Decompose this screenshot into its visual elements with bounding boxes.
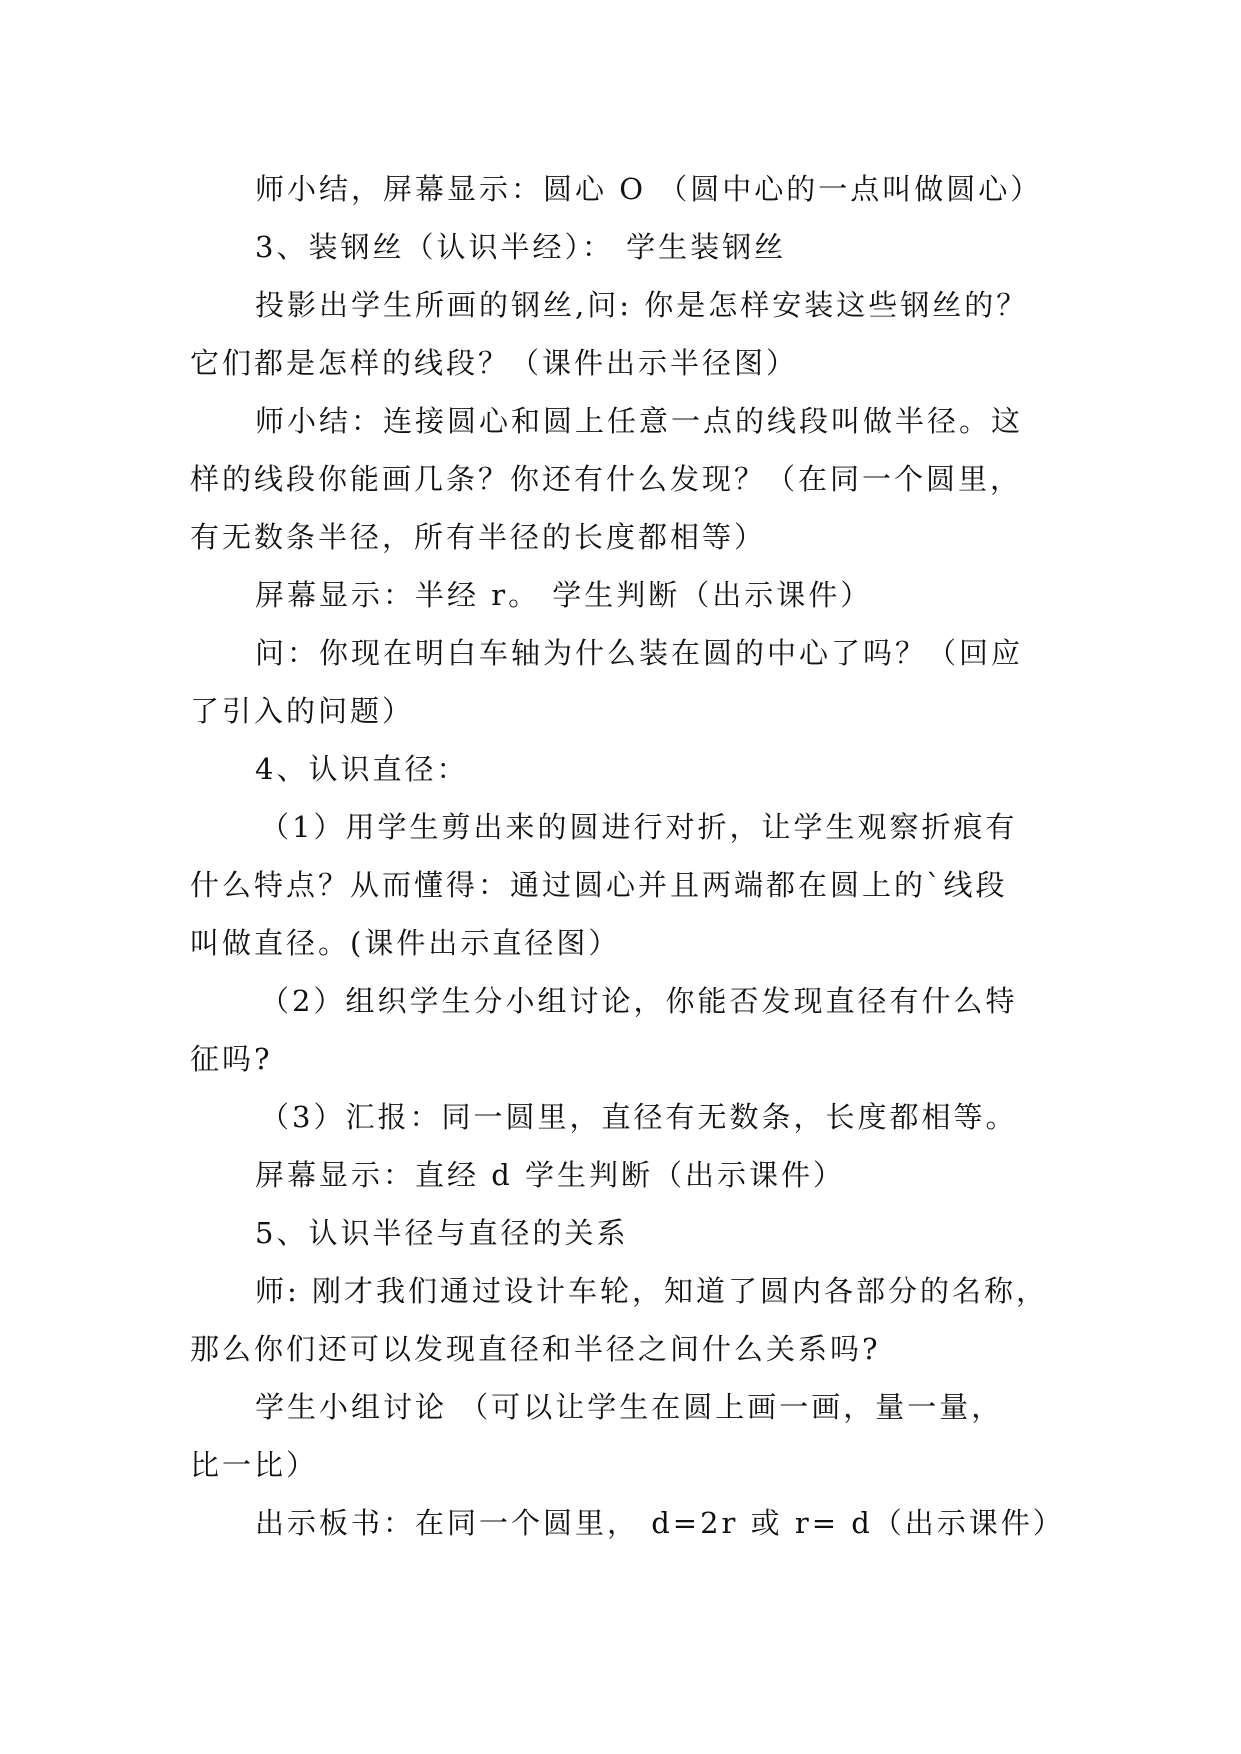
document-body	[190, 160, 1070, 1552]
section-heading: 4、认识直径：	[255, 752, 469, 786]
text-line: 学生小组讨论 （可以让学生在圆上画一画，量一量，	[255, 1390, 1004, 1424]
text-line: 它们都是怎样的线段？（课件出示半径图）	[190, 346, 799, 380]
text-line: 样的线段你能画几条？你还有什么发现？（在同一个圆里，	[190, 462, 1023, 496]
text-line: 师: 刚才我们通过设计车轮，知道了圆内各部分的名称，	[255, 1274, 1048, 1308]
text-line: 投影出学生所画的钢丝,问: 你是怎样安装这些钢丝的？	[255, 288, 1029, 322]
section-heading: 5、认识半径与直径的关系	[255, 1216, 629, 1250]
text-line: 出示板书：在同一个圆里， d=2r 或 r= d（出示课件）	[255, 1506, 1065, 1540]
text-line: 3、装钢丝（认识半经）： 学生装钢丝	[255, 230, 787, 264]
text-line: 征吗?	[190, 1042, 273, 1076]
text-line: 屏幕显示：直经 d 学生判断（出示课件）	[255, 1158, 846, 1192]
text-line: 问：你现在明白车轴为什么装在圆的中心了吗？（回应	[255, 636, 1024, 670]
text-line: 叫做直径。(课件出示直径图）	[190, 926, 621, 960]
text-line: （2）组织学生分小组讨论，你能否发现直径有什么特	[260, 984, 1018, 1018]
text-line: 了引入的问题）	[190, 694, 415, 728]
text-line: 师小结，屏幕显示：圆心 O （圆中心的一点叫做圆心）	[255, 172, 1043, 206]
text-line: 屏幕显示：半经 r。 学生判断（出示课件）	[255, 578, 873, 612]
text-line: 那么你们还可以发现直径和半径之间什么关系吗?	[190, 1332, 881, 1366]
text-line: 比一比）	[190, 1448, 319, 1482]
text-line: （3）汇报：同一圆里，直径有无数条，长度都相等。	[260, 1100, 1018, 1134]
text-line: 什么特点？从而懂得：通过圆心并且两端都在圆上的`线段	[190, 868, 1008, 902]
text-line: 师小结：连接圆心和圆上任意一点的线段叫做半径。这	[255, 404, 1024, 438]
text-line: （1）用学生剪出来的圆进行对折，让学生观察折痕有	[260, 810, 1018, 844]
text-line: 有无数条半径，所有半径的长度都相等）	[190, 520, 767, 554]
